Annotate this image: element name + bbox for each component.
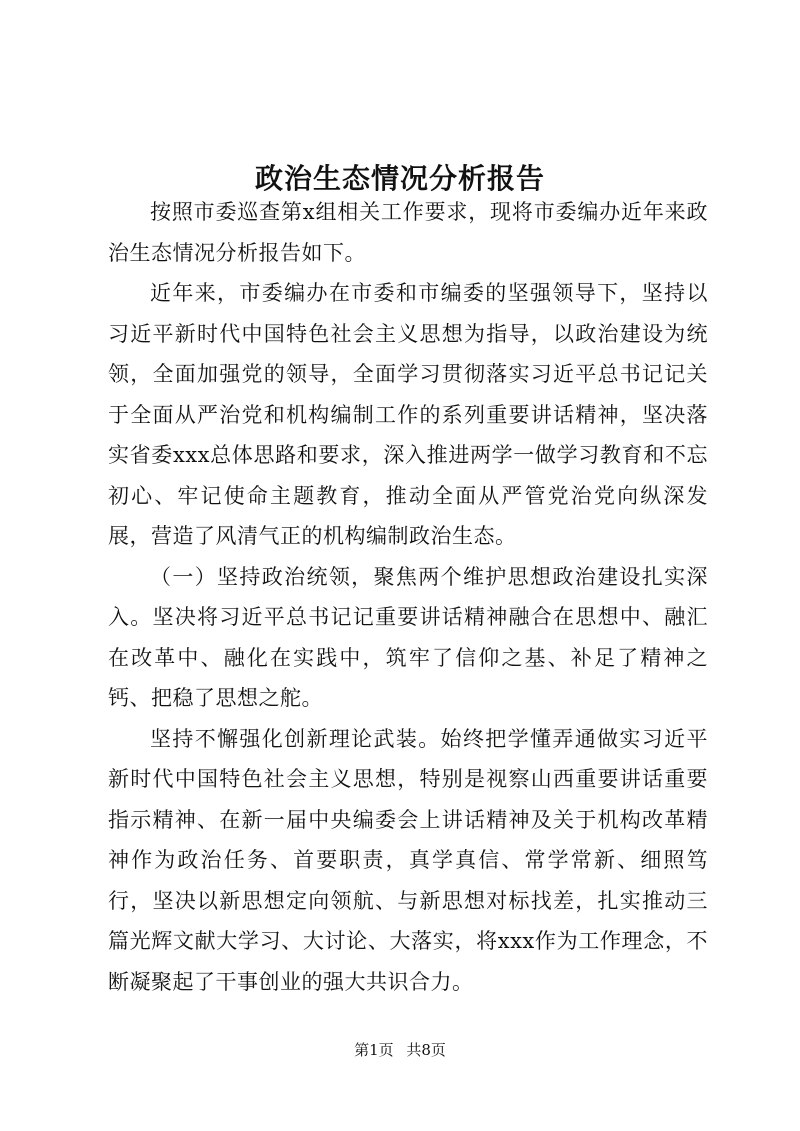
total-pages: 共8页 bbox=[406, 1041, 446, 1059]
paragraph-theory-study: 坚持不懈强化创新理论武装。始终把学懂弄通做实习近平新时代中国特色社会主义思想，特别是视察山西重要讲话重要指示精神、在新一届中央编委会上讲话精神及关于机构改革精神作为政治任务、首要职责，真学真信、常学常新、细照笃行，坚决以新思想定向领航、与新思想对标找差，扎实推动三篇光辉文献大学习、大讨论、大落实，将xxx作为工作理念，不断凝聚起了干事创业的强大共识合力。 bbox=[108, 726, 708, 994]
paragraph-overview: 近年来，市委编办在市委和市编委的坚强领导下，坚持以习近平新时代中国特色社会主义思想为指导，以政治建设为统领，全面加强党的领导，全面学习贯彻落实习近平总书记记关于全面从严治党和机构编制工作的系列重要讲话精神，坚决落实省委xxx总体思路和要求，深入推进两学一做学习教育和不忘初心、牢记使命主题教育，推动全面从严管党治党向纵深发展，营造了风清气正的机构编制政治生态。 bbox=[108, 281, 708, 548]
document-title: 政治生态情况分析报告 bbox=[254, 161, 545, 195]
paragraph-intro: 按照市委巡查第x组相关工作要求，现将市委编办近年来政治生态情况分析报告如下。 bbox=[108, 200, 708, 265]
paragraph-section-one: （一）坚持政治统领，聚焦两个维护思想政治建设扎实深入。坚决将习近平总书记记重要讲话精神融合在思想中、融汇在改革中、融化在实践中，筑牢了信仰之基、补足了精神之钙、把稳了思想之舵。 bbox=[108, 564, 708, 710]
document-body bbox=[108, 192, 708, 1002]
page-footer bbox=[0, 1040, 800, 1060]
page-number: 第1页 bbox=[354, 1041, 394, 1059]
